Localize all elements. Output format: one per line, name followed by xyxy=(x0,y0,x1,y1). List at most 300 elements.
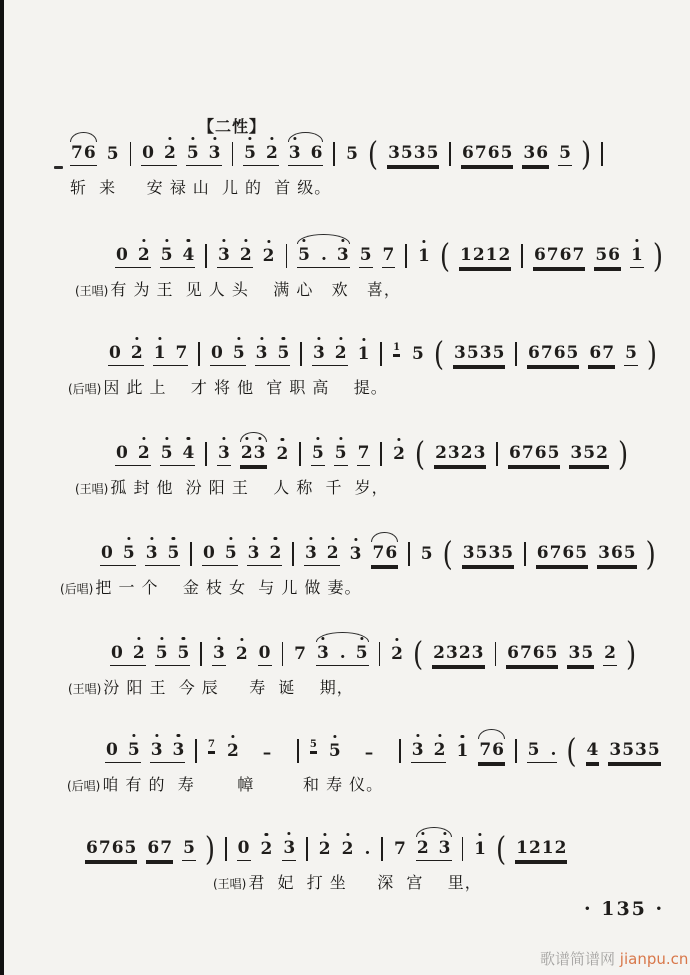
note: 3 xyxy=(349,544,362,564)
note: 5 xyxy=(625,343,637,363)
note: 5 xyxy=(167,543,180,563)
note: 5 xyxy=(186,143,199,163)
note-group xyxy=(160,443,196,466)
note: 5 xyxy=(155,643,168,663)
note: 5 xyxy=(412,344,424,364)
note: 3 xyxy=(570,443,583,463)
note: 1 xyxy=(516,838,528,858)
note: 6 xyxy=(507,643,519,663)
note: 2 xyxy=(433,643,445,663)
note-group xyxy=(262,246,276,268)
lyric-text: 汾 阳 王 今 辰 寿 诞 期， xyxy=(103,678,354,697)
note: 4 xyxy=(182,245,195,265)
note: 4 xyxy=(586,740,599,760)
note: 5 xyxy=(420,544,433,564)
barline xyxy=(405,244,407,268)
note-group xyxy=(569,443,609,466)
note: 5 xyxy=(160,443,173,463)
note-group xyxy=(349,544,363,566)
note: 6 xyxy=(608,245,621,265)
note: 5 xyxy=(647,740,660,760)
note: 6 xyxy=(534,443,547,463)
note-group xyxy=(311,443,325,466)
singer-role-label: (王唱) xyxy=(75,284,109,298)
note: 3 xyxy=(172,740,185,760)
note: 1 xyxy=(459,245,472,265)
note: 1 xyxy=(541,838,554,858)
note: 2 xyxy=(318,839,331,859)
note-group xyxy=(434,443,486,466)
note: 5 xyxy=(466,343,479,363)
note: 7 xyxy=(602,343,615,363)
note-group xyxy=(210,343,246,366)
notes-row xyxy=(100,536,656,574)
parenthesis: ( xyxy=(367,136,379,174)
note-group xyxy=(247,543,283,566)
note: 6 xyxy=(492,740,504,760)
parenthesis: ) xyxy=(626,636,637,674)
lyric-line xyxy=(68,375,617,398)
barline xyxy=(399,739,401,763)
note: 7 xyxy=(521,443,534,463)
note: 7 xyxy=(519,643,532,663)
note: 3 xyxy=(336,245,349,265)
barline xyxy=(306,837,308,861)
note: 1 xyxy=(456,741,469,761)
lyric-line xyxy=(60,575,616,598)
barline xyxy=(282,642,284,666)
note-group xyxy=(108,343,144,366)
note: 5 xyxy=(244,143,256,163)
note: 2 xyxy=(326,543,339,563)
note: 2 xyxy=(132,643,145,663)
note: 0 xyxy=(106,740,118,760)
note-group xyxy=(110,643,146,666)
barline xyxy=(381,837,383,861)
note-group xyxy=(297,245,350,268)
barline xyxy=(462,837,464,861)
note: 2 xyxy=(163,143,176,163)
note-group xyxy=(478,740,505,763)
note: 5 xyxy=(224,543,237,563)
note: 2 xyxy=(458,643,471,663)
note: 1 xyxy=(485,245,498,265)
parenthesis: ( xyxy=(566,733,577,771)
note: 1 xyxy=(153,343,166,363)
note: 5 xyxy=(501,543,514,563)
note: 3 xyxy=(388,143,400,163)
note-group xyxy=(588,343,615,366)
barline xyxy=(286,244,288,268)
score-line-1 xyxy=(70,136,604,198)
barline xyxy=(524,542,526,566)
note-group xyxy=(243,143,279,166)
note-group xyxy=(217,443,231,466)
note-group xyxy=(508,443,560,466)
barline xyxy=(292,542,294,566)
note-group xyxy=(115,245,151,268)
score-line-8 xyxy=(85,831,567,893)
lyric-text: 孤 封 他 汾 阳 王 人 称 千 岁， xyxy=(110,478,389,497)
note-group xyxy=(594,245,621,268)
singer-role-label: (后唱) xyxy=(60,582,94,596)
note: 7 xyxy=(549,543,562,563)
note: 2 xyxy=(393,444,405,464)
note-group xyxy=(260,839,274,861)
note: 6 xyxy=(462,143,474,163)
note: 6 xyxy=(83,143,96,163)
lyric-text: 因 此 上 才 将 他 官 职 高 提。 xyxy=(103,378,388,397)
note: 6 xyxy=(532,643,545,663)
note: 7 xyxy=(372,543,385,563)
note-group xyxy=(345,144,359,166)
note-group xyxy=(217,245,253,268)
note: 0 xyxy=(116,245,128,265)
note: 3 xyxy=(438,838,451,858)
note-group xyxy=(393,839,407,861)
barline xyxy=(379,642,381,666)
note-group xyxy=(390,644,404,666)
note-group xyxy=(473,839,487,861)
barline xyxy=(297,739,299,763)
note: 5 xyxy=(581,643,594,663)
note: 3 xyxy=(316,643,329,663)
barline xyxy=(495,642,497,666)
note: 3 xyxy=(488,543,501,563)
note: 2 xyxy=(416,838,429,858)
note: 7 xyxy=(474,143,487,163)
note-group xyxy=(455,741,469,763)
note: 3 xyxy=(304,543,317,563)
note-group xyxy=(85,838,137,861)
note: 2 xyxy=(554,838,567,858)
note: 5 xyxy=(298,245,310,265)
note-group xyxy=(515,838,567,861)
barline xyxy=(130,142,132,166)
note-group xyxy=(105,740,141,763)
note: 2 xyxy=(604,643,617,663)
note: 5 xyxy=(277,343,290,363)
parenthesis: ( xyxy=(433,336,445,374)
barline xyxy=(232,142,234,166)
score-line-5 xyxy=(60,536,656,598)
note: 3 xyxy=(473,443,486,463)
note: 3 xyxy=(255,343,268,363)
barline xyxy=(205,244,207,268)
notes-row xyxy=(110,636,637,674)
note-group xyxy=(459,245,511,268)
note: 1 xyxy=(357,344,370,364)
note-group xyxy=(202,543,238,566)
parenthesis: ( xyxy=(439,238,450,276)
note: 5 xyxy=(124,838,137,858)
note-group xyxy=(357,443,371,466)
note: 3 xyxy=(635,740,647,760)
note: 5 xyxy=(426,143,439,163)
note: 5 xyxy=(232,343,245,363)
note-group xyxy=(207,741,240,763)
note: 5 xyxy=(547,443,560,463)
note: 2 xyxy=(226,741,239,761)
barline xyxy=(299,442,301,466)
parenthesis: ) xyxy=(580,136,592,174)
note: 0 xyxy=(210,343,223,363)
dash-note: – xyxy=(262,743,274,763)
note-group xyxy=(506,643,558,666)
note-group xyxy=(145,543,181,566)
note: 5 xyxy=(183,838,195,858)
note-group xyxy=(100,543,136,566)
note-group xyxy=(453,343,505,366)
note-group xyxy=(527,740,558,763)
note: 5 xyxy=(160,245,173,265)
note: 5 xyxy=(559,143,571,163)
barline xyxy=(515,739,517,763)
note: 5 xyxy=(127,740,140,760)
note-group xyxy=(597,543,637,566)
note: 5 xyxy=(595,245,608,265)
note-group xyxy=(417,246,431,268)
note: 5 xyxy=(492,343,505,363)
note: 7 xyxy=(175,343,188,363)
note: 7 xyxy=(71,143,83,163)
note: 6 xyxy=(487,143,500,163)
note: 0 xyxy=(237,838,250,858)
singer-role-label: (后唱) xyxy=(67,779,101,793)
note: 3 xyxy=(447,443,460,463)
note-group xyxy=(150,740,186,763)
barline xyxy=(200,642,202,666)
note-group xyxy=(240,443,267,466)
note-group xyxy=(282,838,296,861)
note: 5 xyxy=(346,144,358,164)
note: 0 xyxy=(101,543,113,563)
note: 2 xyxy=(262,246,275,266)
note-group xyxy=(237,838,251,861)
note: 3 xyxy=(312,343,325,363)
note: 3 xyxy=(462,543,475,563)
note-group xyxy=(382,245,396,268)
note: 3 xyxy=(609,740,622,760)
note: 7 xyxy=(546,245,559,265)
note: 6 xyxy=(536,543,549,563)
page-number: · 135 · xyxy=(584,898,665,920)
note: 2 xyxy=(240,443,253,463)
note: 7 xyxy=(540,343,553,363)
note-group xyxy=(255,343,291,366)
note: 0 xyxy=(142,143,154,163)
note-group xyxy=(608,740,660,763)
note: 0 xyxy=(202,543,215,563)
note-group xyxy=(461,143,513,166)
barline xyxy=(333,142,335,166)
note-group xyxy=(160,245,196,268)
note-group xyxy=(70,143,97,166)
augmentation-dot: . xyxy=(320,245,327,265)
note: 2 xyxy=(435,443,447,463)
note-group xyxy=(309,741,342,763)
barline xyxy=(300,342,302,366)
note: 5 xyxy=(106,144,119,164)
barline xyxy=(195,739,197,763)
grace-note: 5 xyxy=(309,739,317,750)
note: 6 xyxy=(610,543,623,563)
note-group xyxy=(420,544,434,566)
barline xyxy=(515,342,517,366)
note: 3 xyxy=(217,443,230,463)
lyric-line xyxy=(75,277,623,300)
note: 2 xyxy=(528,838,541,858)
lyric-line xyxy=(75,475,588,498)
watermark xyxy=(540,948,688,969)
barline xyxy=(449,142,451,166)
note-group xyxy=(316,643,369,666)
note: 7 xyxy=(160,838,173,858)
note: 6 xyxy=(559,245,572,265)
note: 3 xyxy=(247,543,260,563)
note: 5 xyxy=(328,741,341,761)
note: 6 xyxy=(533,245,546,265)
notes-row xyxy=(105,733,661,771)
note-group xyxy=(182,838,196,861)
note: 5 xyxy=(475,543,488,563)
barline xyxy=(205,442,207,466)
parenthesis: ( xyxy=(495,831,507,869)
note: 2 xyxy=(433,740,446,760)
note: 3 xyxy=(598,543,610,563)
note-group xyxy=(357,344,371,366)
barline xyxy=(380,442,382,466)
note: 6 xyxy=(562,543,575,563)
note-group xyxy=(586,740,600,763)
lyric-text: 君 妃 打 坐 深 宫 里， xyxy=(248,873,482,892)
note: 2 xyxy=(596,443,608,463)
barline xyxy=(225,837,227,861)
note: 5 xyxy=(583,443,596,463)
note: 5 xyxy=(400,143,413,163)
note: 1 xyxy=(631,245,643,265)
note: 3 xyxy=(288,143,301,163)
score-line-2 xyxy=(75,238,664,300)
note-group xyxy=(186,143,222,166)
note: 1 xyxy=(417,246,430,266)
note-group xyxy=(432,643,484,666)
note: 2 xyxy=(265,143,278,163)
note: 5 xyxy=(623,543,636,563)
parenthesis: ( xyxy=(414,436,426,474)
score-line-4 xyxy=(75,436,629,498)
notes-row xyxy=(115,238,664,276)
note-group xyxy=(155,643,191,666)
note: 5 xyxy=(575,543,588,563)
note: 5 xyxy=(500,143,513,163)
grace-note: 7 xyxy=(207,739,215,750)
note: 6 xyxy=(589,343,602,363)
note-group xyxy=(411,740,447,763)
dash-note: – xyxy=(364,743,376,763)
note-group xyxy=(603,643,617,666)
note-group xyxy=(141,143,177,166)
section-tag: 【二性】 xyxy=(198,117,267,136)
note: 6 xyxy=(147,838,160,858)
note: 6 xyxy=(528,343,540,363)
note-group xyxy=(533,245,585,268)
note-group xyxy=(416,838,452,861)
notes-row xyxy=(115,436,629,474)
note: 0 xyxy=(111,643,123,663)
note: 2 xyxy=(137,443,150,463)
parenthesis: ( xyxy=(442,536,453,574)
note: 3 xyxy=(145,543,158,563)
note: 7 xyxy=(98,838,111,858)
grace-note: 1 xyxy=(393,342,401,353)
note-group xyxy=(371,543,398,566)
note: 3 xyxy=(445,643,458,663)
note: 3 xyxy=(523,143,536,163)
lyric-line xyxy=(70,175,604,198)
note: 3 xyxy=(413,143,426,163)
note: 3 xyxy=(208,143,221,163)
note: 6 xyxy=(86,838,98,858)
score-line-3 xyxy=(68,336,658,398)
note: 2 xyxy=(269,543,282,563)
note: 5 xyxy=(527,740,540,760)
watermark-site-link[interactable]: jianpu.cn xyxy=(619,950,689,968)
barline xyxy=(408,542,410,566)
note: 2 xyxy=(472,245,485,265)
note: 3 xyxy=(253,443,266,463)
note: 5 xyxy=(311,443,324,463)
note: 2 xyxy=(260,839,273,859)
augmentation-dot: . xyxy=(550,740,557,760)
lyric-text: 有 为 王 见 人 头 满 心 欢 喜， xyxy=(110,280,401,299)
lyric-line xyxy=(68,675,594,698)
parenthesis: ) xyxy=(617,436,629,474)
parenthesis: ) xyxy=(652,238,664,276)
barline xyxy=(190,542,192,566)
note: 5 xyxy=(334,443,347,463)
note: 2 xyxy=(341,839,354,859)
note: 3 xyxy=(217,245,230,265)
note: 5 xyxy=(545,643,558,663)
note: 3 xyxy=(150,740,163,760)
note-group xyxy=(392,444,406,466)
note: 5 xyxy=(359,245,372,265)
score-line-7 xyxy=(67,733,661,795)
note: 2 xyxy=(276,444,289,464)
note: 2 xyxy=(391,644,403,664)
parenthesis: ( xyxy=(412,636,424,674)
note-group xyxy=(567,643,594,666)
note-group xyxy=(522,143,549,166)
note-group xyxy=(536,543,588,566)
note: 7 xyxy=(357,443,370,463)
note-group xyxy=(235,644,249,666)
note: 7 xyxy=(294,644,306,664)
note-group xyxy=(387,143,439,166)
note-group xyxy=(334,443,348,466)
parenthesis: ) xyxy=(204,831,216,869)
note: 3 xyxy=(568,643,581,663)
lyric-line xyxy=(213,870,690,893)
note-group xyxy=(462,543,514,566)
parenthesis: ) xyxy=(645,536,656,574)
note: 6 xyxy=(536,143,549,163)
note: 2 xyxy=(239,245,252,265)
note: 5 xyxy=(566,343,579,363)
watermark-site-name: 歌谱简谱网 xyxy=(540,950,616,968)
note-group xyxy=(312,343,348,366)
